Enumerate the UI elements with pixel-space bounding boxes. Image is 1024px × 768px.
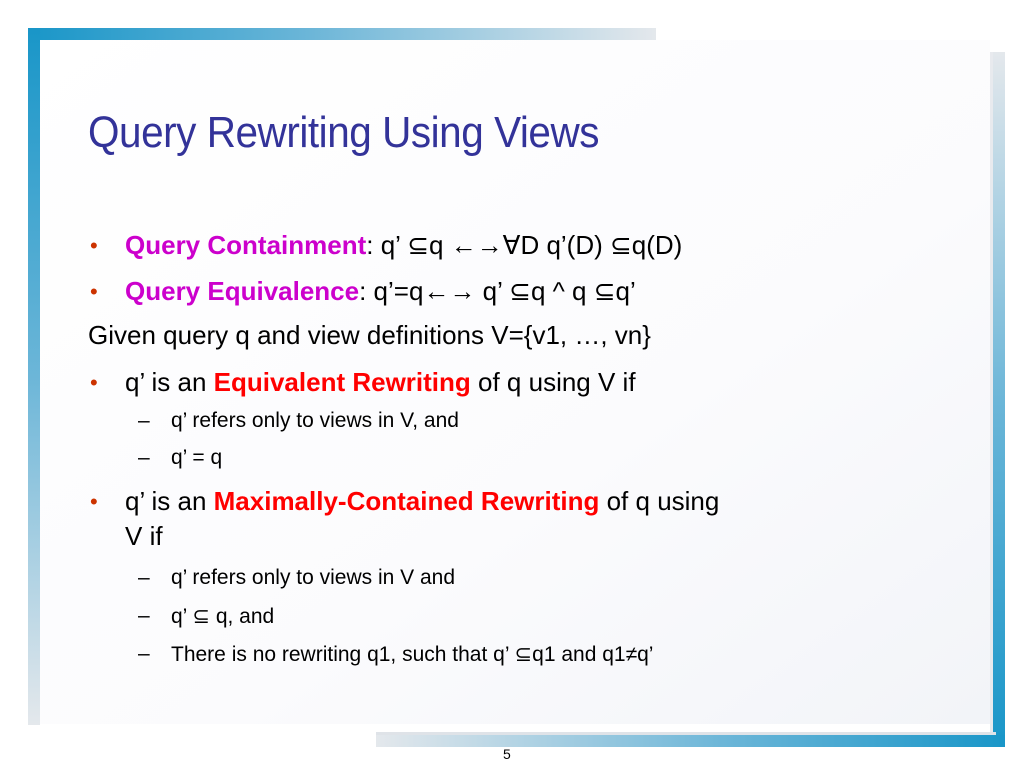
- equivalent-rewriting-suffix: of q using V if: [470, 367, 636, 397]
- sub-item-refers-to-views-and: q’ refers only to views in V and: [171, 566, 456, 589]
- bullet-icon: •: [90, 279, 98, 304]
- query-equivalence-definition: : q’=q←→ q’ ⊆q ^ q ⊆q’: [359, 276, 636, 306]
- sub-item-no-rewriting: There is no rewriting q1, such that q’ ⊆q1 and q1≠q’: [171, 643, 654, 666]
- list-item-maximally-contained-rewriting: [125, 486, 719, 517]
- maximally-contained-prefix: q’ is an: [125, 486, 214, 516]
- term-query-containment: Query Containment: [125, 230, 367, 260]
- query-containment-definition: : q’ ⊆q ←→∀D q’(D) ⊆q(D): [366, 230, 683, 260]
- dash-icon: –: [138, 409, 150, 432]
- term-query-equivalence: Query Equivalence: [125, 276, 360, 306]
- frame-right-bar: [993, 52, 1005, 747]
- dash-icon: –: [138, 604, 150, 627]
- page-number: 5: [503, 746, 511, 762]
- maximally-contained-continuation: V if: [125, 521, 163, 551]
- sub-item-equals-q: q’ = q: [171, 446, 223, 469]
- bullet-icon: •: [90, 489, 98, 514]
- term-equivalent-rewriting: Equivalent Rewriting: [213, 367, 471, 397]
- sub-item-refers-to-views: q’ refers only to views in V, and: [171, 409, 459, 432]
- dash-icon: –: [138, 446, 150, 469]
- list-item-query-containment: [125, 230, 682, 261]
- list-item-query-equivalence: [125, 276, 636, 307]
- sub-item-contained-in-q: q’ ⊆ q, and: [171, 605, 275, 628]
- bullet-icon: •: [90, 370, 98, 395]
- maximally-contained-suffix: of q using: [599, 486, 720, 516]
- term-maximally-contained-rewriting: Maximally-Contained Rewriting: [213, 486, 600, 516]
- given-statement: Given query q and view definitions V={v1, …, vn}: [88, 320, 651, 350]
- frame-top-bar: [28, 28, 656, 40]
- dash-icon: –: [138, 566, 150, 589]
- dash-icon: –: [138, 642, 150, 665]
- equivalent-rewriting-prefix: q’ is an: [125, 367, 214, 397]
- list-item-equivalent-rewriting: [125, 367, 636, 398]
- slide-title: Query Rewriting Using Views: [88, 108, 600, 157]
- frame-bottom-bar: [376, 735, 1005, 747]
- frame-left-bar: [28, 28, 40, 725]
- bullet-icon: •: [90, 233, 98, 258]
